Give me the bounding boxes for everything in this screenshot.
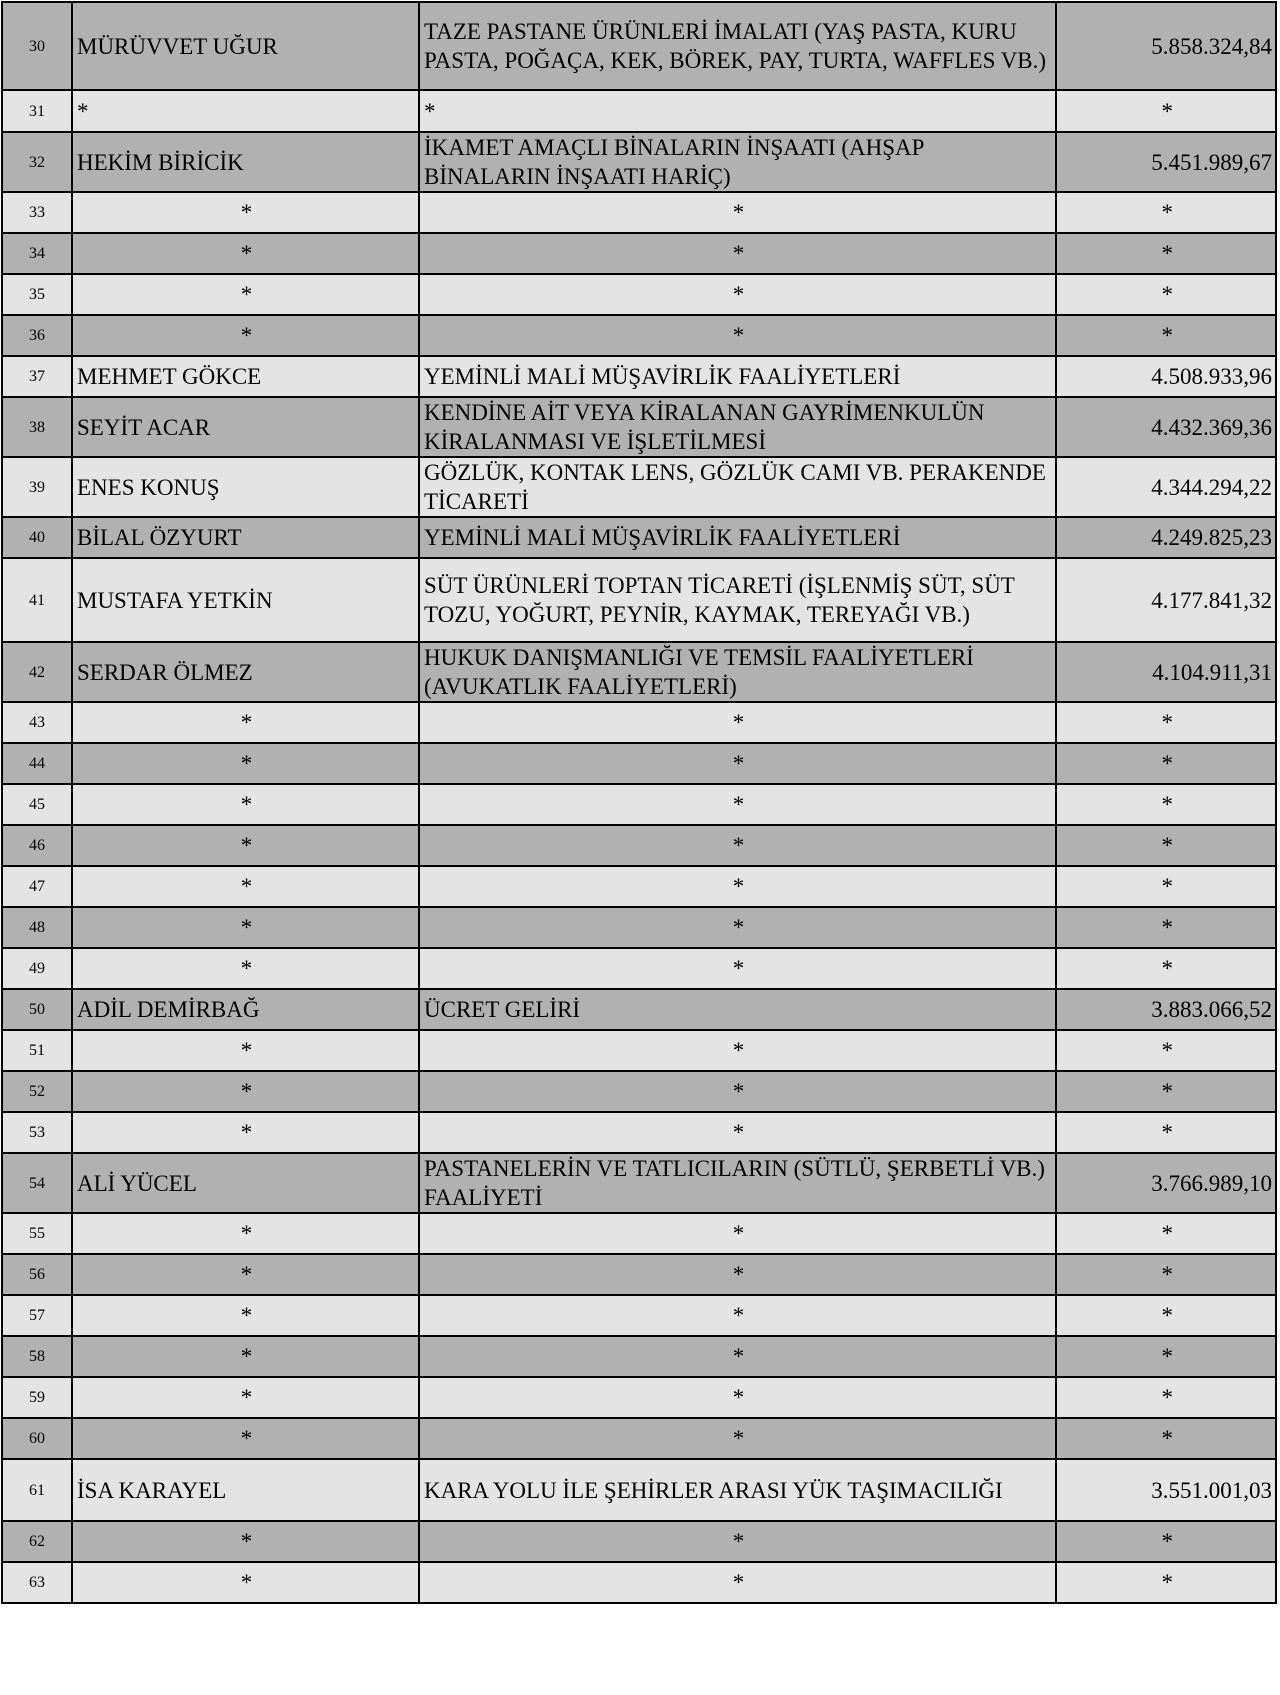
declared-amount: *	[1056, 192, 1276, 233]
activity-description: İKAMET AMAÇLI BİNALARIN İNŞAATI (AHŞAP BİNALARIN İNŞAATI HARİÇ)	[419, 132, 1056, 192]
row-number: 49	[2, 948, 72, 989]
table-row	[2, 1418, 1276, 1459]
table-row	[2, 1254, 1276, 1295]
taxpayer-table	[1, 1, 1277, 1604]
row-number: 54	[2, 1153, 72, 1213]
row-number: 44	[2, 743, 72, 784]
table-row	[2, 1562, 1276, 1603]
row-number: 42	[2, 642, 72, 702]
row-number: 61	[2, 1459, 72, 1521]
activity-description: *	[419, 1030, 1056, 1071]
table-row	[2, 192, 1276, 233]
table-row	[2, 642, 1276, 702]
row-number: 45	[2, 784, 72, 825]
activity-description: *	[419, 948, 1056, 989]
row-number: 52	[2, 1071, 72, 1112]
activity-description: *	[419, 866, 1056, 907]
row-number: 58	[2, 1336, 72, 1377]
declared-amount: *	[1056, 274, 1276, 315]
row-number: 32	[2, 132, 72, 192]
activity-description: *	[419, 743, 1056, 784]
declared-amount: *	[1056, 1254, 1276, 1295]
taxpayer-name: *	[72, 90, 419, 132]
row-number: 41	[2, 558, 72, 642]
row-number: 38	[2, 397, 72, 457]
table-row	[2, 1030, 1276, 1071]
activity-description: *	[419, 907, 1056, 948]
activity-description: GÖZLÜK, KONTAK LENS, GÖZLÜK CAMI VB. PERAKENDE TİCARETİ	[419, 457, 1056, 517]
table-row	[2, 517, 1276, 558]
activity-description: *	[419, 1521, 1056, 1562]
row-number: 39	[2, 457, 72, 517]
table-row	[2, 90, 1276, 132]
declared-amount: 3.551.001,03	[1056, 1459, 1276, 1521]
declared-amount: *	[1056, 1030, 1276, 1071]
row-number: 63	[2, 1562, 72, 1603]
taxpayer-name: MUSTAFA YETKİN	[72, 558, 419, 642]
table-row	[2, 2, 1276, 90]
row-number: 40	[2, 517, 72, 558]
activity-description: *	[419, 1295, 1056, 1336]
table-row	[2, 132, 1276, 192]
taxpayer-name: *	[72, 743, 419, 784]
activity-description: *	[419, 1071, 1056, 1112]
taxpayer-name: *	[72, 1112, 419, 1153]
declared-amount: *	[1056, 90, 1276, 132]
table-row	[2, 784, 1276, 825]
row-number: 62	[2, 1521, 72, 1562]
activity-description: *	[419, 233, 1056, 274]
activity-description: *	[419, 784, 1056, 825]
table-row	[2, 907, 1276, 948]
declared-amount: *	[1056, 1071, 1276, 1112]
declared-amount: 4.249.825,23	[1056, 517, 1276, 558]
declared-amount: *	[1056, 1213, 1276, 1254]
activity-description: *	[419, 1418, 1056, 1459]
declared-amount: 4.104.911,31	[1056, 642, 1276, 702]
declared-amount: 3.766.989,10	[1056, 1153, 1276, 1213]
row-number: 36	[2, 315, 72, 356]
table-row	[2, 1213, 1276, 1254]
declared-amount: *	[1056, 233, 1276, 274]
activity-description: SÜT ÜRÜNLERİ TOPTAN TİCARETİ (İŞLENMİŞ SÜT, SÜT TOZU, YOĞURT, PEYNİR, KAYMAK, TEREYAĞI VB.)	[419, 558, 1056, 642]
table-row	[2, 702, 1276, 743]
table-row	[2, 989, 1276, 1030]
table-row	[2, 1295, 1276, 1336]
activity-description: *	[419, 1254, 1056, 1295]
table-row	[2, 274, 1276, 315]
taxpayer-name: *	[72, 1377, 419, 1418]
declared-amount: *	[1056, 1418, 1276, 1459]
table-row	[2, 825, 1276, 866]
declared-amount: *	[1056, 1112, 1276, 1153]
activity-description: *	[419, 90, 1056, 132]
declared-amount: *	[1056, 784, 1276, 825]
declared-amount: *	[1056, 907, 1276, 948]
taxpayer-name: *	[72, 192, 419, 233]
activity-description: *	[419, 315, 1056, 356]
activity-description: *	[419, 1336, 1056, 1377]
row-number: 55	[2, 1213, 72, 1254]
declared-amount: 3.883.066,52	[1056, 989, 1276, 1030]
table-row	[2, 948, 1276, 989]
taxpayer-name: ALİ YÜCEL	[72, 1153, 419, 1213]
table-row	[2, 397, 1276, 457]
row-number: 43	[2, 702, 72, 743]
taxpayer-name: *	[72, 825, 419, 866]
table-row	[2, 356, 1276, 397]
row-number: 50	[2, 989, 72, 1030]
taxpayer-name: *	[72, 702, 419, 743]
taxpayer-name: *	[72, 1521, 419, 1562]
row-number: 59	[2, 1377, 72, 1418]
declared-amount: *	[1056, 1377, 1276, 1418]
declared-amount: *	[1056, 948, 1276, 989]
table-body	[2, 2, 1276, 1603]
row-number: 57	[2, 1295, 72, 1336]
row-number: 47	[2, 866, 72, 907]
activity-description: *	[419, 825, 1056, 866]
table-row	[2, 1336, 1276, 1377]
taxpayer-name: *	[72, 1295, 419, 1336]
table-row	[2, 1153, 1276, 1213]
taxpayer-name: BİLAL ÖZYURT	[72, 517, 419, 558]
activity-description: *	[419, 702, 1056, 743]
taxpayer-name: MEHMET GÖKCE	[72, 356, 419, 397]
table-row	[2, 866, 1276, 907]
taxpayer-name: *	[72, 948, 419, 989]
activity-description: HUKUK DANIŞMANLIĞI VE TEMSİL FAALİYETLERİ (AVUKATLIK FAALİYETLERİ)	[419, 642, 1056, 702]
declared-amount: *	[1056, 1336, 1276, 1377]
row-number: 56	[2, 1254, 72, 1295]
row-number: 34	[2, 233, 72, 274]
declared-amount: *	[1056, 825, 1276, 866]
row-number: 33	[2, 192, 72, 233]
row-number: 30	[2, 2, 72, 90]
activity-description: KENDİNE AİT VEYA KİRALANAN GAYRİMENKULÜN KİRALANMASI VE İŞLETİLMESİ	[419, 397, 1056, 457]
declared-amount: 4.344.294,22	[1056, 457, 1276, 517]
taxpayer-name: HEKİM BİRİCİK	[72, 132, 419, 192]
taxpayer-name: *	[72, 233, 419, 274]
table-row	[2, 1377, 1276, 1418]
activity-description: ÜCRET GELİRİ	[419, 989, 1056, 1030]
table-row	[2, 1112, 1276, 1153]
taxpayer-name: *	[72, 1030, 419, 1071]
activity-description: PASTANELERİN VE TATLICILARIN (SÜTLÜ, ŞERBETLİ VB.) FAALİYETİ	[419, 1153, 1056, 1213]
activity-description: *	[419, 1112, 1056, 1153]
row-number: 31	[2, 90, 72, 132]
activity-description: YEMİNLİ MALİ MÜŞAVİRLİK FAALİYETLERİ	[419, 517, 1056, 558]
declared-amount: *	[1056, 866, 1276, 907]
taxpayer-name: *	[72, 274, 419, 315]
activity-description: *	[419, 1377, 1056, 1418]
declared-amount: *	[1056, 1521, 1276, 1562]
activity-description: *	[419, 274, 1056, 315]
declared-amount: *	[1056, 702, 1276, 743]
taxpayer-name: SEYİT ACAR	[72, 397, 419, 457]
table-row	[2, 233, 1276, 274]
table-row	[2, 1459, 1276, 1521]
table-row	[2, 1521, 1276, 1562]
row-number: 53	[2, 1112, 72, 1153]
taxpayer-name: SERDAR ÖLMEZ	[72, 642, 419, 702]
table-row	[2, 558, 1276, 642]
declared-amount: *	[1056, 743, 1276, 784]
taxpayer-name: ADİL DEMİRBAĞ	[72, 989, 419, 1030]
row-number: 46	[2, 825, 72, 866]
taxpayer-name: İSA KARAYEL	[72, 1459, 419, 1521]
declared-amount: 5.858.324,84	[1056, 2, 1276, 90]
declared-amount: 4.508.933,96	[1056, 356, 1276, 397]
taxpayer-name: *	[72, 1254, 419, 1295]
declared-amount: *	[1056, 315, 1276, 356]
declared-amount: 4.432.369,36	[1056, 397, 1276, 457]
activity-description: KARA YOLU İLE ŞEHİRLER ARASI YÜK TAŞIMACILIĞI	[419, 1459, 1056, 1521]
taxpayer-name: ENES KONUŞ	[72, 457, 419, 517]
taxpayer-name: *	[72, 784, 419, 825]
row-number: 48	[2, 907, 72, 948]
declared-amount: *	[1056, 1295, 1276, 1336]
taxpayer-name: MÜRÜVVET UĞUR	[72, 2, 419, 90]
taxpayer-name: *	[72, 1213, 419, 1254]
taxpayer-name: *	[72, 1071, 419, 1112]
taxpayer-name: *	[72, 1336, 419, 1377]
table-row	[2, 1071, 1276, 1112]
activity-description: *	[419, 192, 1056, 233]
row-number: 60	[2, 1418, 72, 1459]
taxpayer-name: *	[72, 907, 419, 948]
taxpayer-name: *	[72, 1562, 419, 1603]
taxpayer-name: *	[72, 866, 419, 907]
table-row	[2, 315, 1276, 356]
declared-amount: 5.451.989,67	[1056, 132, 1276, 192]
row-number: 37	[2, 356, 72, 397]
row-number: 35	[2, 274, 72, 315]
declared-amount: 4.177.841,32	[1056, 558, 1276, 642]
table-row	[2, 743, 1276, 784]
declared-amount: *	[1056, 1562, 1276, 1603]
activity-description: *	[419, 1213, 1056, 1254]
table-row	[2, 457, 1276, 517]
activity-description: YEMİNLİ MALİ MÜŞAVİRLİK FAALİYETLERİ	[419, 356, 1056, 397]
row-number: 51	[2, 1030, 72, 1071]
taxpayer-name: *	[72, 315, 419, 356]
activity-description: TAZE PASTANE ÜRÜNLERİ İMALATI (YAŞ PASTA, KURU PASTA, POĞAÇA, KEK, BÖREK, PAY, TURTA, WAFFLES VB.)	[419, 2, 1056, 90]
activity-description: *	[419, 1562, 1056, 1603]
taxpayer-name: *	[72, 1418, 419, 1459]
